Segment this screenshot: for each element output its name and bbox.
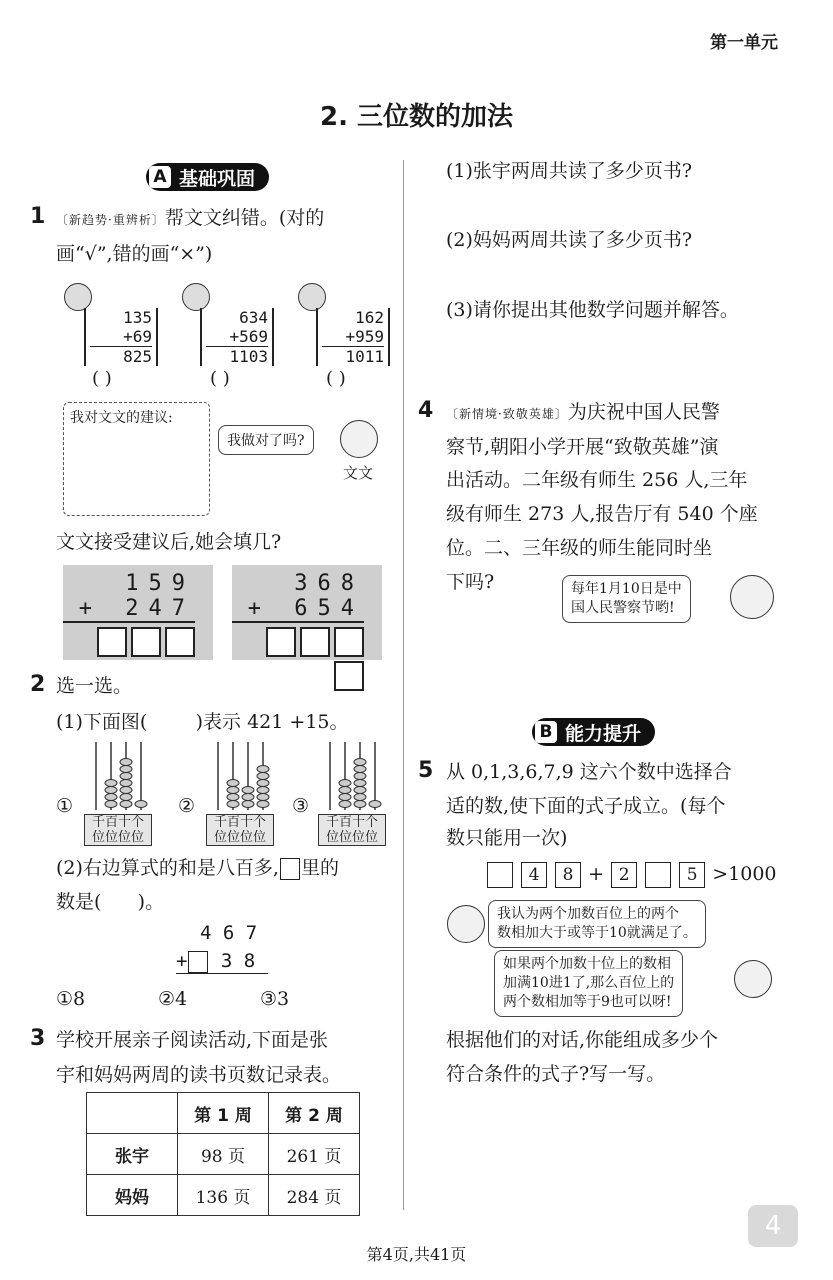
page-title: 2. 三位数的加法 — [319, 102, 514, 132]
sum: 825 — [90, 346, 152, 366]
table-cell: 98 页 — [178, 1134, 269, 1175]
abacus-places: 千百十个 — [213, 815, 266, 830]
plus-sign: + — [176, 950, 188, 972]
q5-line3: 数只能用一次) — [446, 827, 568, 849]
answer-box[interactable] — [97, 627, 127, 657]
abacus-places-2: 位位位位 — [213, 830, 266, 845]
q1-problem-2 — [182, 283, 210, 311]
abacus-option-1-label[interactable]: ① — [56, 795, 74, 817]
sum: 1103 — [206, 346, 268, 366]
answer-box[interactable] — [334, 627, 364, 657]
digit-box: 5 — [679, 862, 705, 888]
q2-part2-line1 — [56, 850, 339, 886]
addend-a: 162 — [355, 308, 384, 327]
police-day-bubble — [562, 575, 691, 623]
abacus-base — [318, 814, 386, 846]
table-header-row — [87, 1093, 360, 1134]
q2-part1: (1)下面图( )表示 421 +15。 — [56, 711, 349, 733]
q4-line6: 下吗? — [446, 571, 495, 593]
q1-answer-paren-1[interactable]: ( ) — [92, 368, 112, 389]
blank-box[interactable] — [487, 862, 513, 888]
boy-avatar-icon — [730, 575, 774, 619]
q5-equation — [486, 862, 777, 888]
q1-number: 1 — [30, 204, 46, 229]
table-row — [87, 1175, 360, 1216]
blank-box[interactable] — [645, 862, 671, 888]
abacus-icon — [318, 742, 388, 810]
q2-text: 选一选。 — [56, 675, 133, 697]
addend-b: +69 — [123, 327, 152, 346]
q5-line5: 符合条件的式子?写一写。 — [446, 1063, 666, 1085]
girl-bubble — [488, 900, 706, 948]
addend-a: 135 — [123, 308, 152, 327]
bee-icon — [64, 283, 92, 311]
bubble-line: 每年1月10日是中 — [571, 581, 682, 597]
grey-calc-1 — [63, 565, 213, 660]
q1-followup: 文文接受建议后,她会填几? — [56, 531, 282, 553]
q2-calc-bottom — [176, 950, 268, 974]
table-row-label: 张宇 — [87, 1134, 178, 1175]
abacus-2 — [206, 742, 276, 846]
digit-box: 4 — [521, 862, 547, 888]
grey-addend-a: 159 — [125, 571, 195, 596]
q3-sub2: (2)妈妈两周共读了多少页书? — [446, 229, 693, 251]
q2-choice-3[interactable]: ③3 — [260, 988, 290, 1010]
suggestion-box[interactable] — [63, 402, 210, 516]
unit-header: 第一单元 — [710, 33, 778, 53]
abacus-option-2-label[interactable]: ② — [178, 795, 196, 817]
girl-avatar-icon — [447, 905, 485, 943]
wenwen-name: 文文 — [343, 464, 374, 482]
table-header-cell: 第 1 周 — [178, 1093, 269, 1134]
answer-box[interactable] — [165, 627, 195, 657]
section-a-label: 基础巩固 — [179, 167, 256, 190]
answer-box[interactable] — [300, 627, 330, 657]
q4-line1 — [446, 394, 720, 432]
table-cell: 136 页 — [178, 1175, 269, 1216]
grey-addend-b: + 247 — [63, 596, 195, 623]
q2-choice-2[interactable]: ②4 — [158, 988, 188, 1010]
abacus-1 — [84, 742, 154, 846]
sum: 1011 — [322, 346, 384, 366]
grey-addend-b: + 654 — [232, 596, 364, 623]
grey-addend-a: 368 — [294, 571, 364, 596]
q2-calc-top: 4 6 7 — [200, 922, 258, 944]
bubble-line: 加满10进1了,那么百位上的 — [503, 975, 675, 991]
q1-text1: 帮文文纠错。(对的 — [164, 207, 325, 229]
abacus-icon — [84, 742, 154, 810]
bubble-line: 数相加大于或等于10就满足了。 — [497, 925, 697, 941]
abacus-base — [84, 814, 152, 846]
section-a-badge — [146, 163, 269, 191]
abacus-places-2: 位位位位 — [325, 830, 378, 845]
q1-line1 — [56, 200, 324, 238]
plus-sign: + — [588, 863, 605, 885]
q4-line3: 出活动。二年级有师生 256 人,三年 — [446, 469, 748, 491]
table-row — [87, 1134, 360, 1175]
q4-line5: 位。二、三年级的师生能同时坐 — [446, 537, 713, 559]
boy-bubble — [494, 950, 683, 1017]
q1-answer-paren-2[interactable]: ( ) — [210, 368, 230, 389]
bee-icon — [298, 283, 326, 311]
bee-icon — [182, 283, 210, 311]
section-b-badge — [532, 718, 655, 746]
digit-box: 2 — [611, 862, 637, 888]
answer-box[interactable] — [334, 661, 364, 691]
q4-line2: 察节,朝阳小学开展“致敬英雄”演 — [446, 436, 719, 458]
abacus-places: 千百十个 — [91, 815, 144, 830]
q2-part2-line2: 数是( )。 — [56, 891, 165, 913]
table-cell: 261 页 — [269, 1134, 360, 1175]
digit-box: 8 — [555, 862, 581, 888]
section-b-label: 能力提升 — [565, 722, 642, 745]
boy-avatar-icon — [734, 960, 772, 998]
table-cell: 284 页 — [269, 1175, 360, 1216]
q1-answer-paren-3[interactable]: ( ) — [326, 368, 346, 389]
abacus-places: 千百十个 — [325, 815, 378, 830]
section-b-letter: B — [535, 721, 557, 743]
q2-choice-1[interactable]: ①8 — [56, 988, 86, 1010]
abacus-3 — [318, 742, 388, 846]
addend-b: +959 — [345, 327, 384, 346]
blank-box[interactable] — [280, 858, 300, 880]
reading-record-table — [86, 1092, 360, 1216]
q4-tag: 〔新情境·致敬英雄〕 — [446, 407, 568, 421]
q5-line2: 适的数,使下面的式子成立。(每个 — [446, 795, 726, 817]
q4-line4: 级有师生 273 人,报告厅有 540 个座 — [446, 503, 758, 525]
q3-text2: 宇和妈妈两周的读书页数记录表。 — [56, 1064, 342, 1086]
q2-part2-text-b: 里的 — [300, 857, 339, 879]
page-number-badge: 4 — [748, 1205, 798, 1247]
q1-vertical-2 — [200, 308, 274, 366]
table-header-cell: 第 2 周 — [269, 1093, 360, 1134]
wenwen-bubble: 我做对了吗? — [218, 425, 314, 455]
addend-a: 634 — [239, 308, 268, 327]
q4-number: 4 — [418, 398, 434, 423]
section-a-letter: A — [149, 166, 171, 188]
girl-avatar-icon — [340, 420, 378, 458]
page-footer: 第4页,共41页 — [366, 1245, 467, 1264]
q3-sub3: (3)请你提出其他数学问题并解答。 — [446, 299, 739, 321]
bubble-line: 国人民警察节哟! — [571, 600, 675, 616]
answer-box[interactable] — [131, 627, 161, 657]
q1-problem-3 — [298, 283, 326, 311]
q1-vertical-1 — [84, 308, 158, 366]
q2-calc-rest: 3 8 — [220, 950, 256, 972]
bubble-line: 我认为两个加数百位上的两个 — [497, 906, 679, 922]
q5-number: 5 — [418, 758, 434, 783]
rhs: >1000 — [712, 863, 777, 885]
blank-box[interactable] — [188, 951, 208, 973]
q3-sub1: (1)张宇两周共读了多少页书? — [446, 160, 693, 182]
q5-line4: 根据他们的对话,你能组成多少个 — [446, 1029, 719, 1051]
bubble-line: 如果两个加数十位上的数相 — [503, 956, 671, 972]
suggestion-label: 我对文文的建议: — [70, 410, 173, 426]
q1-text2: 画“√”,错的画“×”) — [56, 243, 213, 265]
table-row-label: 妈妈 — [87, 1175, 178, 1216]
abacus-icon — [206, 742, 276, 810]
grey-calc-2 — [232, 565, 382, 660]
abacus-option-3-label[interactable]: ③ — [292, 795, 310, 817]
q5-line1: 从 0,1,3,6,7,9 这六个数中选择合 — [446, 761, 732, 783]
table-header-cell — [87, 1093, 178, 1134]
q3-number: 3 — [30, 1026, 46, 1051]
q1-tag: 〔新趋势·重辨析〕 — [56, 213, 165, 227]
q2-part2-text-a: (2)右边算式的和是八百多, — [56, 857, 279, 879]
q1-problem-1 — [64, 283, 92, 311]
bubble-line: 两个数相加等于9也可以呀! — [503, 994, 672, 1010]
answer-box[interactable] — [266, 627, 296, 657]
column-divider — [403, 160, 404, 1210]
abacus-base — [206, 814, 274, 846]
q4-text1: 为庆祝中国人民警 — [567, 401, 720, 423]
addend-b: +569 — [229, 327, 268, 346]
q2-number: 2 — [30, 672, 46, 697]
abacus-places-2: 位位位位 — [91, 830, 144, 845]
q3-text1: 学校开展亲子阅读活动,下面是张 — [56, 1029, 329, 1051]
q1-vertical-3 — [316, 308, 390, 366]
